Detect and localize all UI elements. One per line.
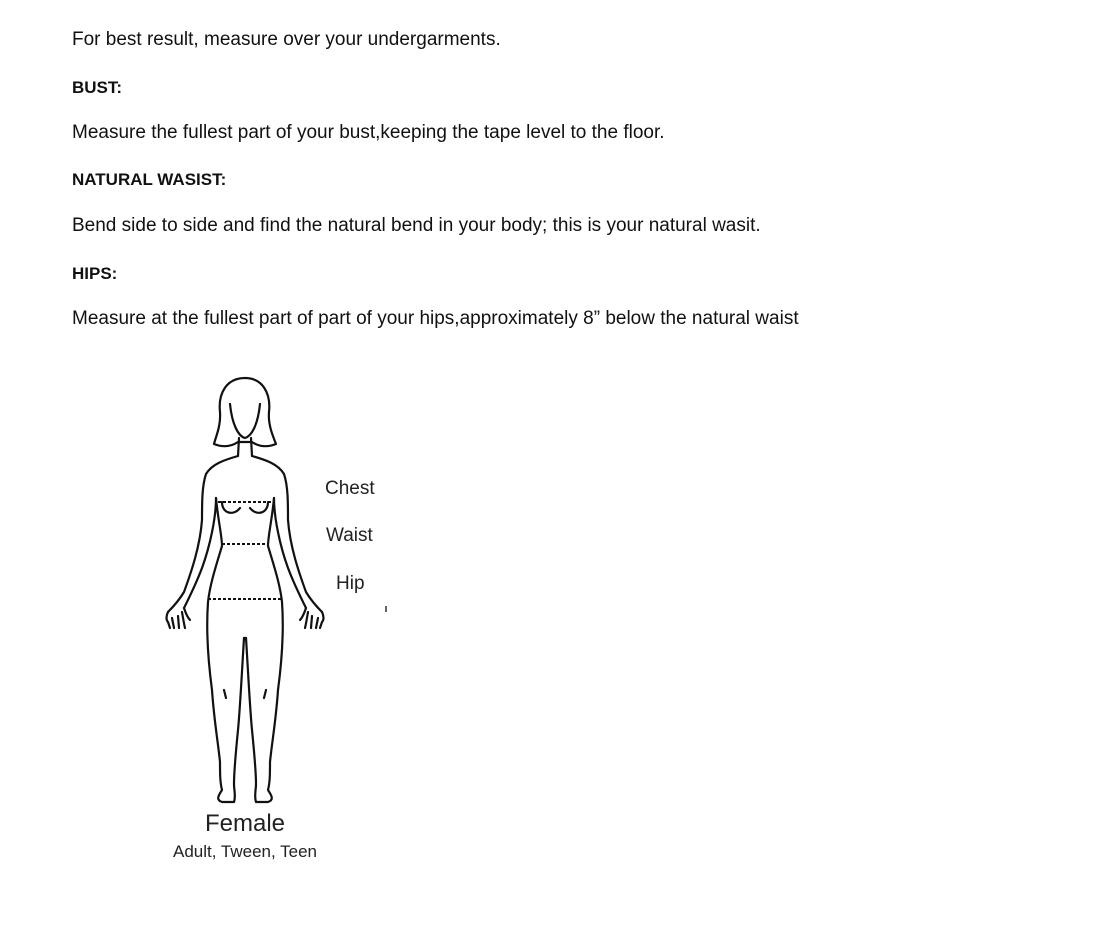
waist-label: Waist — [326, 525, 373, 546]
figure-caption: Female — [204, 810, 286, 837]
body-outline-illustration — [150, 370, 410, 810]
waist-heading: NATURAL WASIST: — [72, 170, 227, 189]
bust-heading: BUST: — [72, 78, 123, 97]
female-measurement-figure — [150, 370, 410, 870]
chest-label: Chest — [325, 478, 375, 499]
waist-text: Bend side to side and find the natural bend in your body; this is your natural wasit. — [72, 215, 761, 236]
hips-text: Measure at the fullest part of part of your hips,approximately 8” below the natural waist — [72, 308, 799, 329]
intro-text: For best result, measure over your undergarments. — [72, 29, 501, 50]
figure-subcaption: Adult, Tween, Teen — [173, 842, 317, 861]
hips-heading: HIPS: — [72, 264, 118, 283]
hip-label: Hip — [336, 573, 365, 594]
bust-text: Measure the fullest part of your bust,keeping the tape level to the floor. — [72, 122, 665, 143]
